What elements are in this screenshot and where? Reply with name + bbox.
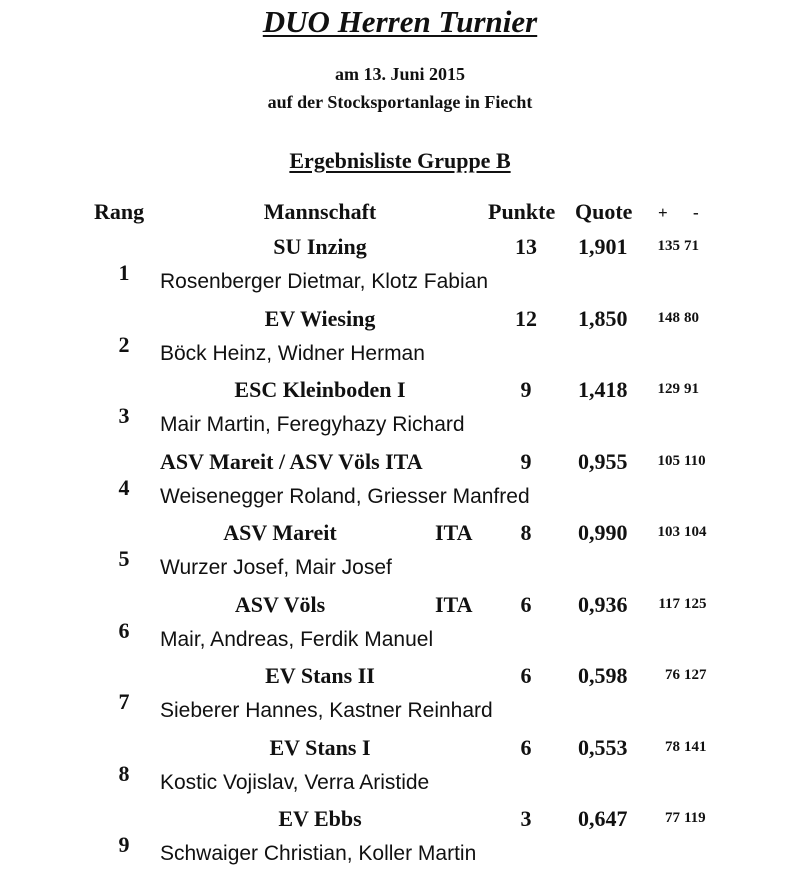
players-line: Sieberer Hannes, Kastner Reinhard	[160, 699, 493, 722]
table-row	[0, 234, 800, 306]
rank-cell: 8	[118, 760, 130, 786]
points-cell: 6	[520, 734, 532, 760]
players-line: Wurzer Josef, Mair Josef	[160, 556, 392, 579]
players-line: Weisenegger Roland, Griesser Manfred	[160, 484, 530, 508]
location-line: auf der Stocksportanlage in Fiecht	[267, 92, 533, 112]
points-cell: 13	[515, 234, 537, 259]
minus-cell: 80	[684, 309, 699, 326]
minus-cell: 127	[684, 667, 707, 683]
points-cell: 12	[515, 305, 537, 331]
rank-cell: 1	[118, 260, 130, 285]
table-row	[0, 520, 800, 592]
team-name: EV Wiesing	[264, 305, 376, 331]
points-cell: 6	[520, 591, 532, 617]
quote-cell: 1,901	[578, 234, 628, 259]
minus-cell: 71	[684, 238, 699, 254]
rank-cell: 7	[118, 689, 130, 714]
players-line: Rosenberger Dietmar, Klotz Fabian	[160, 270, 488, 293]
column-header-rang: Rang	[94, 199, 145, 224]
plus-cell: 76	[665, 667, 680, 683]
team-name: EV Stans II	[265, 663, 375, 688]
points-cell: 9	[520, 377, 532, 402]
team-name: ASV Völs	[234, 591, 326, 617]
team-name: ASV Mareit	[223, 520, 337, 545]
quote-cell: 0,598	[578, 663, 628, 688]
quote-cell: 1,850	[578, 305, 628, 331]
plus-cell: 129	[657, 381, 680, 397]
column-header-quote: Quote	[575, 199, 633, 224]
table-row	[0, 592, 800, 664]
table-row	[0, 663, 800, 735]
players-line: Böck Heinz, Widner Herman	[160, 341, 425, 365]
points-cell: 6	[520, 663, 532, 688]
rank-cell: 9	[118, 832, 130, 857]
country-code: ITA	[435, 591, 473, 617]
plus-cell: 103	[657, 524, 680, 540]
quote-cell: 1,418	[578, 377, 628, 402]
team-name: ESC Kleinboden I	[234, 377, 406, 402]
players-line: Mair, Andreas, Ferdik Manuel	[160, 627, 434, 651]
team-name: EV Stans I	[269, 734, 371, 760]
plus-cell: 148	[657, 309, 680, 326]
table-row	[0, 735, 800, 807]
quote-cell: 0,955	[578, 448, 628, 474]
minus-cell: 141	[684, 738, 707, 755]
points-cell: 3	[520, 806, 532, 831]
players-line: Kostic Vojislav, Verra Aristide	[160, 770, 430, 794]
column-header-minus: -	[693, 203, 699, 222]
quote-cell: 0,990	[578, 520, 628, 545]
points-cell: 8	[520, 520, 532, 545]
minus-cell: 110	[684, 452, 706, 469]
page-title: DUO Herren Turnier	[262, 4, 538, 39]
team-name: ASV Mareit / ASV Völs ITA	[160, 448, 423, 474]
column-header-punkte: Punkte	[488, 199, 556, 224]
minus-cell: 91	[684, 381, 699, 397]
table-row	[0, 449, 800, 521]
rank-cell: 2	[118, 331, 130, 357]
points-cell: 9	[520, 448, 532, 474]
rank-cell: 3	[118, 403, 130, 428]
players-line: Schwaiger Christian, Koller Martin	[160, 842, 477, 865]
plus-cell: 105	[657, 452, 680, 469]
plus-cell: 117	[658, 595, 680, 612]
rank-cell: 5	[118, 546, 130, 571]
country-code: ITA	[435, 520, 473, 545]
quote-cell: 0,647	[578, 806, 628, 831]
plus-cell: 77	[665, 810, 680, 826]
minus-cell: 125	[684, 595, 707, 612]
table-row	[0, 306, 800, 378]
minus-cell: 104	[684, 524, 707, 540]
plus-cell: 78	[665, 738, 680, 755]
column-header-mannschaft: Mannschaft	[263, 199, 377, 224]
quote-cell: 0,936	[578, 591, 628, 617]
team-name: EV Ebbs	[278, 806, 362, 831]
table-row	[0, 806, 800, 878]
results-list-title: Ergebnisliste Gruppe B	[289, 148, 511, 173]
quote-cell: 0,553	[578, 734, 628, 760]
rank-cell: 6	[118, 617, 130, 643]
minus-cell: 119	[684, 810, 706, 826]
column-header-plus: +	[658, 203, 668, 222]
rank-cell: 4	[118, 474, 130, 500]
plus-cell: 135	[657, 238, 680, 254]
table-row	[0, 377, 800, 449]
players-line: Mair Martin, Feregyhazy Richard	[160, 413, 465, 436]
team-name: SU Inzing	[273, 234, 367, 259]
date-line: am 13. Juni 2015	[334, 64, 466, 84]
